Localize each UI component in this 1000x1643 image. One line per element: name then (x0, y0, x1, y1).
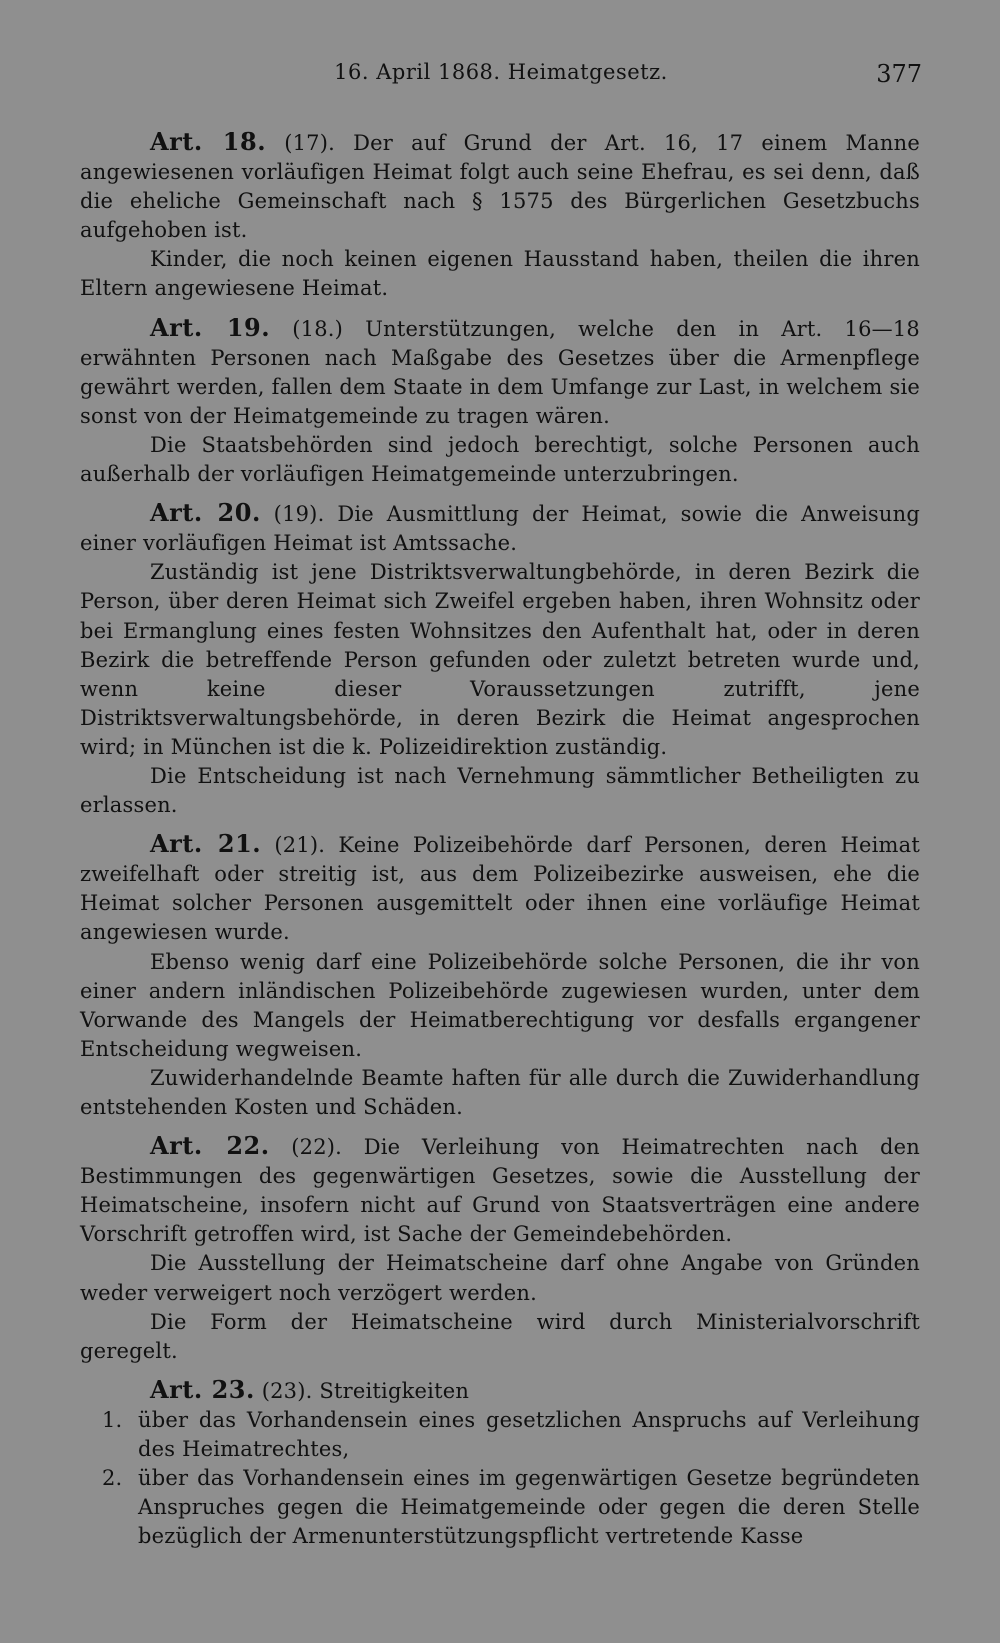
article-21-paragraph-1 (80, 829, 920, 947)
article-21-paragraph-3: Zuwiderhandelnde Beamte haften für alle durch die Zuwiderhandlung entstehenden Kosten und Schäden. (80, 1065, 920, 1119)
list-item (80, 1464, 920, 1551)
page-number: 377 (876, 60, 922, 88)
article-heading: Art. 18. (150, 127, 267, 156)
article-20-paragraph-3: Die Entscheidung ist nach Vernehmung sämmtlicher Betheiligten zu erlassen. (80, 763, 920, 818)
list-item-number: 2. (102, 1466, 123, 1491)
article-21-paragraph-2: Ebenso wenig darf eine Polizeibehörde solche Personen, die ihr von einer andern inländischen Polizeibehörde zugewiesen wurden, unter dem Vorwande des Mangels der Heimatberechtigung vor desfalls ergangener Entscheidung wegweisen. (80, 949, 920, 1061)
article-text: Unterstützungen, welche den in Art. 16—18 erwähnten Personen nach Maßgabe des Gesetzes über die Armenpflege gewährt werden, fallen dem Staate in dem Umfange zur Last, in welchem sie sonst von der Heimatgemeinde zu tragen wären. (80, 316, 920, 428)
article-18-paragraph-1 (80, 127, 920, 245)
page-header (80, 60, 922, 94)
article-19-paragraph-1 (80, 313, 920, 431)
article-old-number: (19). (273, 502, 325, 527)
article-text: Die Ausmittlung der Heimat, sowie die Anweisung einer vorläufigen Heimat ist Amtssache. (80, 502, 920, 556)
article-old-number: (21). (274, 833, 326, 858)
article-heading: Art. 23. (150, 1374, 255, 1404)
article-22-paragraph-3: Die Form der Heimatscheine wird durch Ministerialvorschrift geregelt. (80, 1309, 920, 1363)
article-old-number: (22). (291, 1135, 343, 1160)
article-22-paragraph-2: Die Ausstellung der Heimatscheine darf ohne Angabe von Gründen weder verweigert noch verzögert werden. (80, 1251, 920, 1305)
article-19-paragraph-2: Die Staatsbehörden sind jedoch berechtigt, solche Personen auch außerhalb der vorläufigen Heimatgemeinde unterzubringen. (80, 432, 920, 487)
article-20-paragraph-1 (80, 498, 920, 558)
article-20-paragraph-2: Zuständig ist jene Distriktsverwaltungbehörde, in deren Bezirk die Person, über deren Heimat sich Zweifel ergeben haben, ihren Wohnsitz oder bei Ermanglung eines festen Wohnsitzes den Aufenthalt hat, oder in deren Bezirk die betreffende Person gefunden oder zuletzt betreten wurde und, wenn keine dieser Voraussetzungen zutrifft, jene Distriktsverwaltungsbehörde, in deren Bezirk die Heimat angesprochen wird; in München ist die k. Polizeidirektion zuständig. (80, 560, 920, 759)
article-18-paragraph-2: Kinder, die noch keinen eigenen Hausstand haben, theilen die ihren Eltern angewiesene Heimat. (80, 247, 920, 301)
article-old-number: (17). (284, 131, 335, 155)
article-22-paragraph-1 (80, 1131, 920, 1249)
list-item (80, 1406, 920, 1464)
list-item-text: über das Vorhandensein eines im gegenwärtigen Gesetze begründeten Anspruches gegen die Heimatgemeinde oder gegen die deren Stelle bezüglich der Armenunterstützungspflicht vertretende Kasse (138, 1466, 920, 1549)
article-heading: Art. 22. (150, 1131, 270, 1161)
article-heading: Art. 19. (150, 312, 271, 342)
article-text: Keine Polizeibehörde darf Personen, deren Heimat zweifelhaft oder streitig ist, aus dem Polizeibezirke ausweisen, ehe die Heimat solcher Personen ausgemittelt oder ihnen eine vorläufige Heimat angewiesen wurde. (80, 833, 920, 945)
list-item-number: 1. (102, 1407, 123, 1432)
article-old-number: (23). (261, 1378, 313, 1403)
article-text: Der auf Grund der Art. 16, 17 einem Manne angewiesenen vorläufigen Heimat folgt auch seine Ehefrau, es sei denn, daß die eheliche Gemeinschaft nach § 1575 des Bürgerlichen Gesetzbuchs aufgehoben ist. (80, 131, 920, 243)
document-body (80, 118, 920, 1551)
article-text: Die Verleihung von Heimatrechten nach den Bestimmungen des gegenwärtigen Gesetzes, sowie die Ausstellung der Heimatscheine, insofern nicht auf Grund von Staatsverträgen eine andere Vorschrift getroffen wird, ist Sache der Gemeindebehörden. (80, 1135, 920, 1247)
article-heading: Art. 20. (150, 498, 261, 528)
list-item-text: über das Vorhandensein eines gesetzlichen Anspruchs auf Verleihung des Heimatrechtes, (138, 1407, 920, 1462)
article-text: Streitigkeiten (319, 1378, 470, 1403)
article-23-list (80, 1406, 920, 1551)
article-old-number: (18.) (292, 316, 344, 341)
article-heading: Art. 21. (150, 829, 262, 859)
running-title: 16. April 1868. Heimatgesetz. (334, 60, 668, 84)
article-23-paragraph-1 (80, 1375, 920, 1406)
